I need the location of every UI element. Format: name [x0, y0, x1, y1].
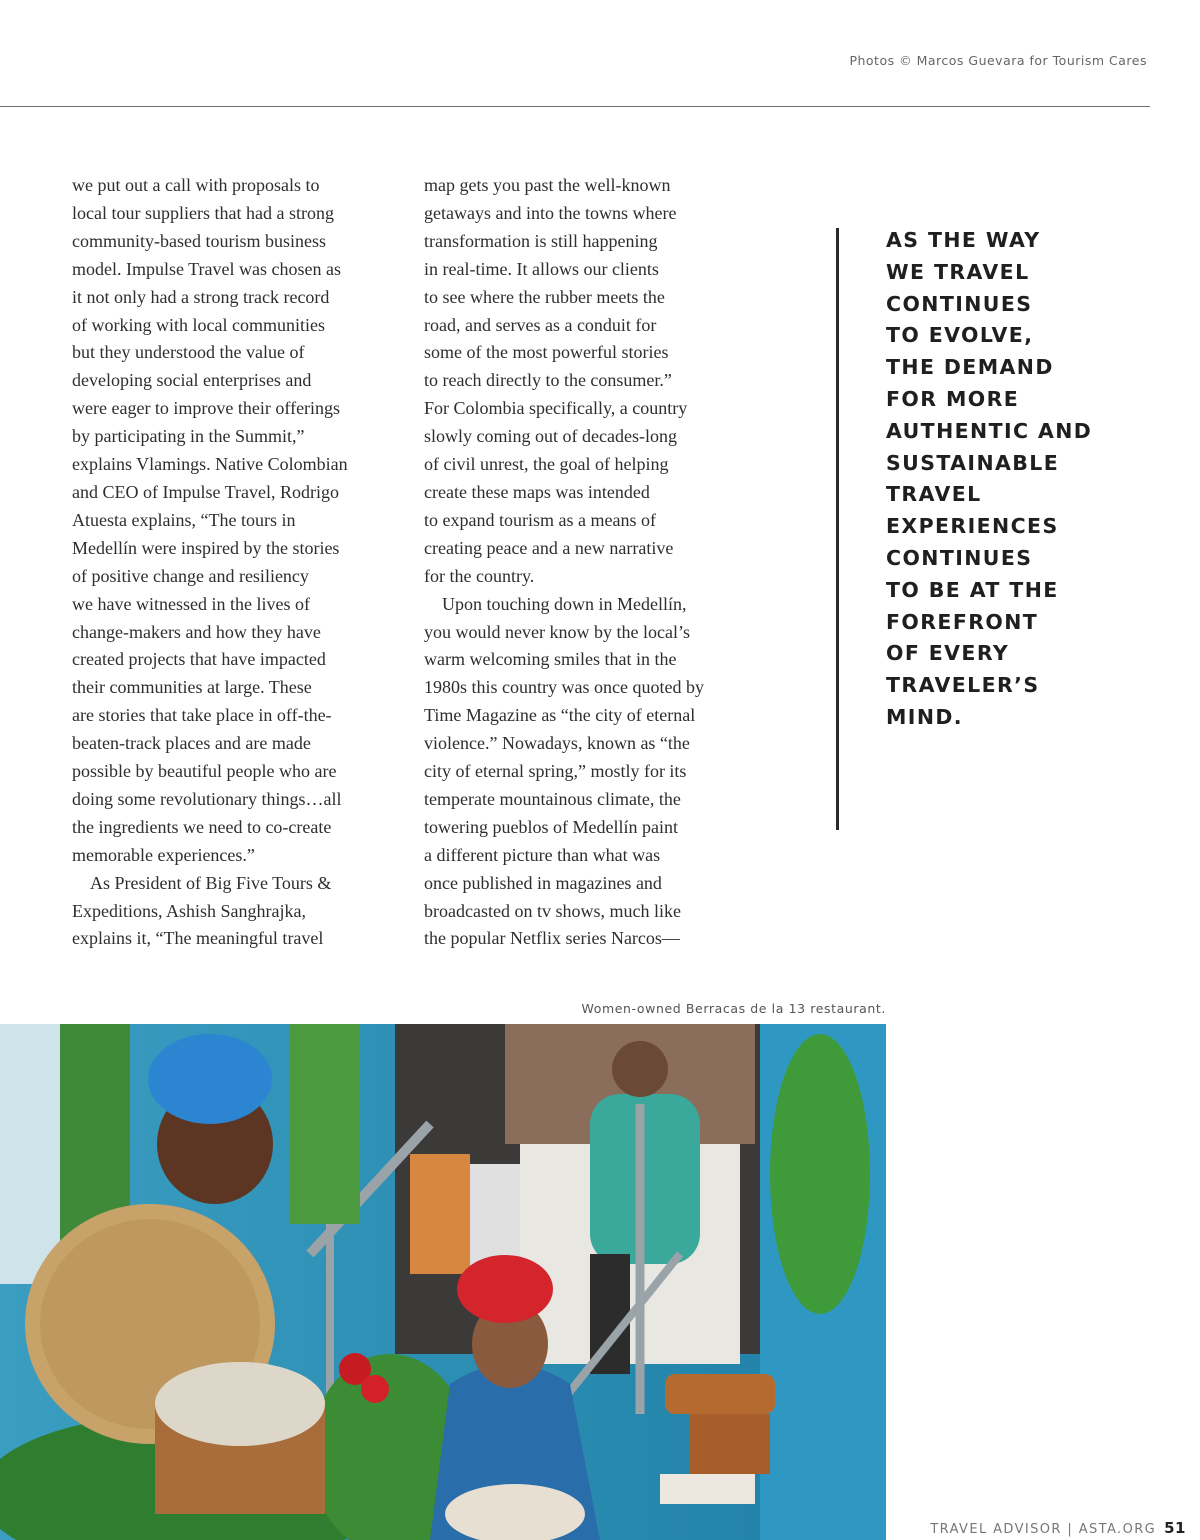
article-line: beaten-track places and are made [72, 733, 311, 754]
pull-quote-line: TRAVEL [886, 482, 982, 507]
article-line: broadcasted on tv shows, much like [424, 900, 681, 921]
article-line: city of eternal spring,” mostly for its [424, 761, 687, 782]
article-line: 1980s this country was once quoted by [424, 677, 704, 698]
pull-quote-line: AUTHENTIC AND [886, 418, 1093, 443]
article-line: Upon touching down in Medellín, [442, 593, 687, 614]
article-line: towering pueblos of Medellín paint [424, 816, 678, 837]
article-line: in real-time. It allows our clients [424, 258, 659, 279]
pull-quote-line: OF EVERY [886, 641, 1010, 666]
article-line: model. Impulse Travel was chosen as [72, 258, 341, 279]
article-line: create these maps was intended [424, 481, 650, 502]
article-line: by participating in the Summit,” [72, 426, 305, 447]
pull-quote-line: CONTINUES [886, 545, 1033, 570]
article-line: developing social enterprises and [72, 370, 312, 391]
article-line: explains Vlamings. Native Colombian [72, 454, 348, 475]
article-line: we have witnessed in the lives of [72, 593, 310, 614]
article-line: the popular Netflix series Narcos— [424, 928, 680, 949]
article-line: getaways and into the towns where [424, 202, 677, 223]
article-line: the ingredients we need to co-create [72, 816, 332, 837]
article-line: local tour suppliers that had a strong [72, 202, 334, 223]
article-line: Time Magazine as “the city of eternal [424, 705, 696, 726]
pull-quote-line: TO BE AT THE [886, 577, 1059, 602]
article-line: As President of Big Five Tours & [90, 872, 332, 893]
article-line: but they understood the value of [72, 342, 305, 363]
pull-quote [886, 225, 1146, 734]
article-line: road, and serves as a conduit for [424, 314, 657, 335]
pull-quote-bar [836, 228, 839, 830]
article-line: some of the most powerful stories [424, 342, 669, 363]
article-line: to reach directly to the consumer.” [424, 370, 672, 391]
article-line: were eager to improve their offerings [72, 398, 341, 419]
article-line: possible by beautiful people who are [72, 761, 337, 782]
pull-quote-line: FOREFRONT [886, 609, 1039, 634]
page-footer [930, 1519, 1186, 1537]
article-line: of working with local communities [72, 314, 325, 335]
pull-quote-line: CONTINUES [886, 291, 1033, 316]
article-line: to expand tourism as a means of [424, 509, 656, 530]
article-line: creating peace and a new narrative [424, 537, 674, 558]
article-line: Expeditions, Ashish Sanghrajka, [72, 900, 306, 921]
article-line: memorable experiences.” [72, 844, 255, 865]
article-line: doing some revolutionary things…all [72, 788, 342, 809]
article-line: you would never know by the local’s [424, 621, 690, 642]
page-number: 51 [1164, 1519, 1186, 1537]
publication-label: TRAVEL ADVISOR | ASTA.ORG [930, 1522, 1157, 1537]
article-line: For Colombia specifically, a country [424, 398, 688, 419]
pull-quote-line: TRAVELER’S [886, 673, 1040, 698]
pull-quote-line: MIND. [886, 704, 963, 729]
article-line: and CEO of Impulse Travel, Rodrigo [72, 481, 339, 502]
article-line: warm welcoming smiles that in the [424, 649, 677, 670]
article-line: created projects that have impacted [72, 649, 326, 670]
pull-quote-line: AS THE WAY [886, 228, 1041, 252]
article-line: community-based tourism business [72, 230, 326, 251]
article-line: a different picture than what was [424, 844, 661, 865]
article-line: are stories that take place in off-the- [72, 705, 332, 726]
article-line: slowly coming out of decades-long [424, 426, 677, 447]
article-line: change-makers and how they have [72, 621, 321, 642]
article-line: of civil unrest, the goal of helping [424, 454, 669, 475]
article-line: Atuesta explains, “The tours in [72, 509, 296, 530]
article-line: Medellín were inspired by the stories [72, 537, 340, 558]
pull-quote-line: THE DEMAND [886, 355, 1054, 380]
article-column-2 [424, 172, 764, 953]
article-line: for the country. [424, 565, 535, 586]
pull-quote-line: WE TRAVEL [886, 259, 1030, 284]
restaurant-photo [0, 1024, 886, 1540]
article-column-1 [72, 172, 412, 953]
article-line: transformation is still happening [424, 230, 658, 251]
pull-quote-line: EXPERIENCES [886, 514, 1059, 539]
article-line: explains it, “The meaningful travel [72, 928, 324, 949]
photo-caption: Women-owned Berracas de la 13 restaurant. [581, 1001, 886, 1016]
article-line: of positive change and resiliency [72, 565, 309, 586]
article-line: we put out a call with proposals to [72, 175, 320, 195]
header-rule [0, 106, 1150, 107]
pull-quote-line: SUSTAINABLE [886, 450, 1060, 475]
article-line: map gets you past the well-known [424, 175, 671, 195]
article-line: their communities at large. These [72, 677, 312, 698]
article-line: to see where the rubber meets the [424, 286, 665, 307]
article-line: violence.” Nowadays, known as “the [424, 733, 690, 754]
pull-quote-line: FOR MORE [886, 386, 1020, 411]
article-line: temperate mountainous climate, the [424, 788, 681, 809]
article-line: once published in magazines and [424, 872, 662, 893]
photo-credit: Photos © Marcos Guevara for Tourism Cares [849, 53, 1147, 68]
pull-quote-line: TO EVOLVE, [886, 323, 1034, 348]
article-line: it not only had a strong track record [72, 286, 330, 307]
